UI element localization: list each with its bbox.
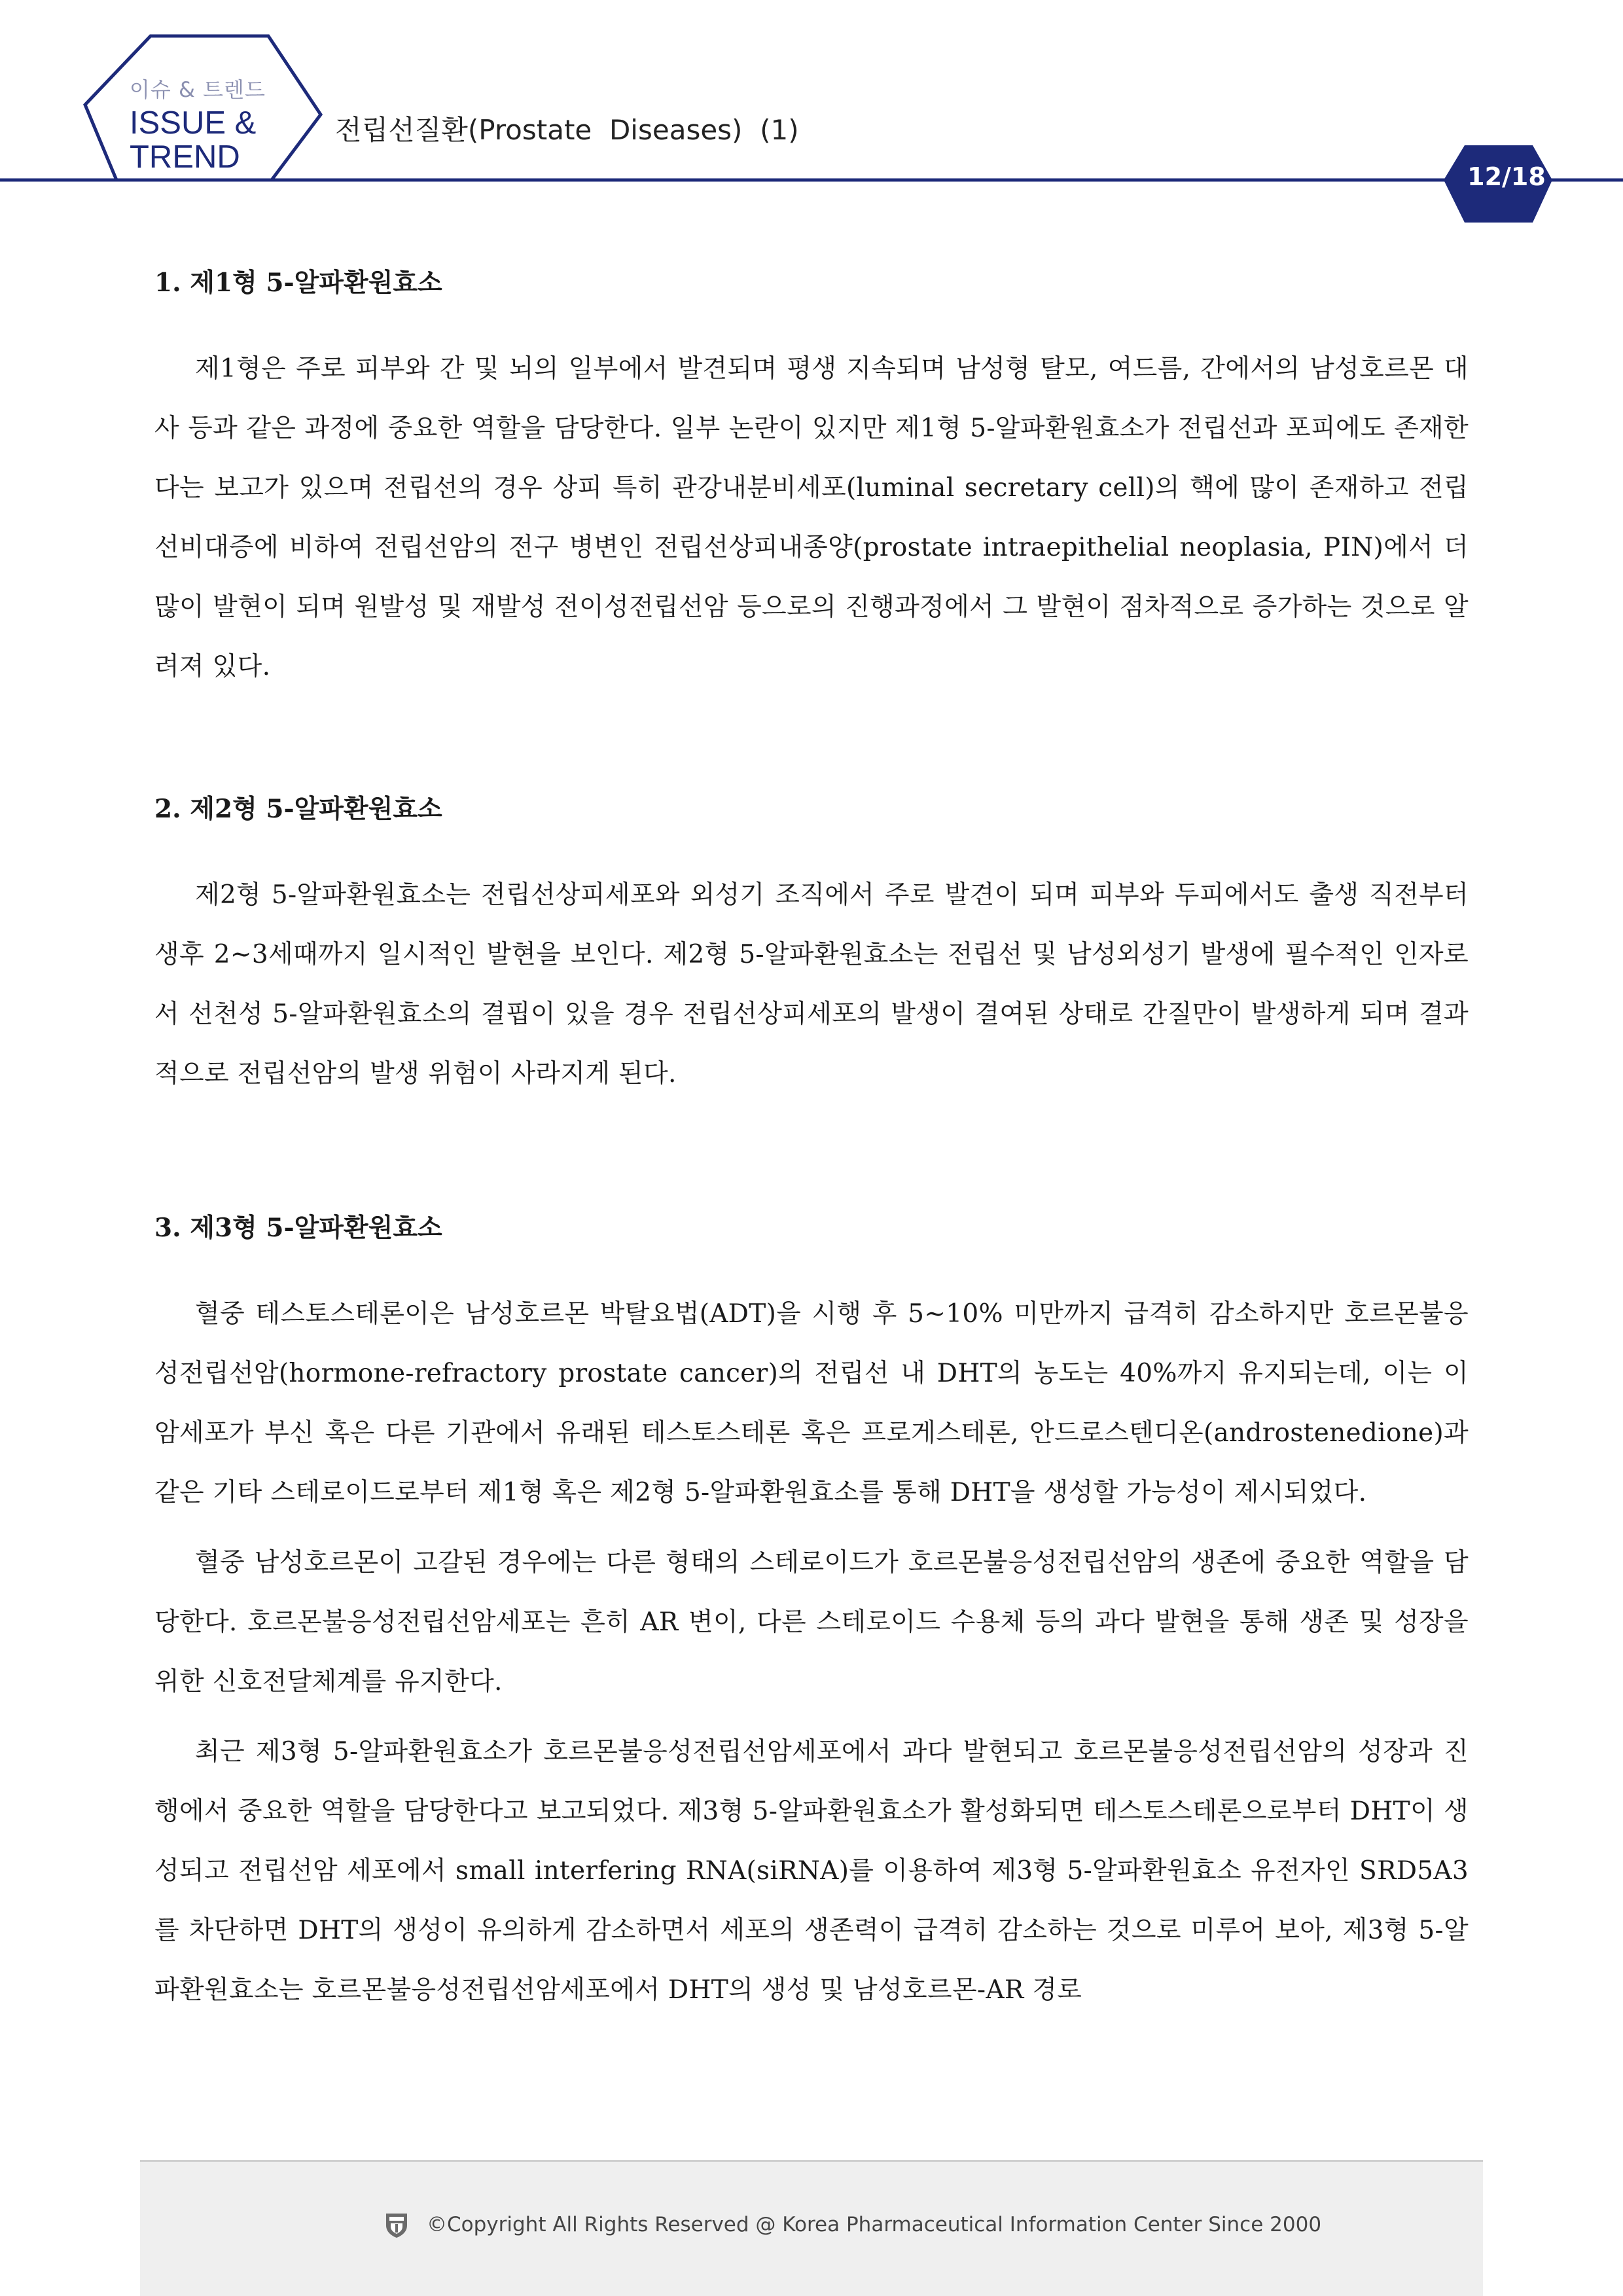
section-paragraph: 최근 제3형 5-알파환원효소가 호르몬불응성전립선암세포에서 과다 발현되고 호르몬불응성전립선암의 성장과 진행에서 중요한 역할을 담당한다고 보고되었다. 제3형 5-알파환원효소가 활성화되면 테스토스테론으로부터 DHT이 생성되고 전립선암 세포에서 small interfering RNA(siRNA)를 이용하여 제3형 5-알파환원효소 유전자인 SRD5A3를 차단하면 DHT의 생성이 유의하게 감소하면서 세포의 생존력이 급격히 감소하는 것으로 미루어 보아, 제3형 5-알파환원효소는 호르몬불응성전립선암세포에서 DHT의 생성 및 남성호르몬-AR 경로 xyxy=(154,1737,1469,2005)
section-paragraph: 혈중 남성호르몬이 고갈된 경우에는 다른 형태의 스테로이드가 호르몬불응성전립선암의 생존에 중요한 역할을 담당한다. 호르몬불응성전립선암세포는 흔히 AR 변이, 다른 스테로이드 수용체 등의 과다 발현을 통해 생존 및 성장을 위한 신호전달체계를 유지한다. xyxy=(154,1548,1469,1696)
page-number: 12/18 xyxy=(1467,162,1546,191)
page-header xyxy=(0,0,1623,236)
section-paragraph: 혈중 테스토스테론이은 남성호르몬 박탈요법(ADT)을 시행 후 5∼10% 미만까지 급격히 감소하지만 호르몬불응성전립선암(hormone-refractory prostate cancer)의 전립선 내 DHT의 농도는 40%까지 유지되는데, 이는 이 암세포가 부신 혹은 다른 기관에서 유래된 테스토스테론 혹은 프로게스테론, 안드로스텐디온(androstenedione)과 같은 기타 스테로이드로부터 제1형 혹은 제2형 5-알파환원효소를 통해 DHT을 생성할 가능성이 제시되었다. xyxy=(154,1299,1469,1507)
section-title: 3. 제3형 5-알파환원효소 xyxy=(154,1213,442,1243)
section-2 xyxy=(154,787,1469,1103)
section-title: 1. 제1형 5-알파환원효소 xyxy=(154,268,442,298)
section-title: 2. 제2형 5-알파환원효소 xyxy=(154,794,442,824)
section-1 xyxy=(154,260,1469,696)
badge-title xyxy=(130,106,280,174)
badge-title-line1: ISSUE & xyxy=(130,105,257,141)
document-body xyxy=(154,260,1469,2020)
section-paragraph: 제2형 5-알파환원효소는 전립선상피세포와 외성기 조직에서 주로 발견이 되며 피부와 두피에서도 출생 직전부터 생후 2~3세때까지 일시적인 발현을 보인다. 제2형 5-알파환원효소는 전립선 및 남성외성기 발생에 필수적인 인자로서 선천성 5-알파환원효소의 결핍이 있을 경우 전립선상피세포의 발생이 결여된 상태로 간질만이 발생하게 되며 결과적으로 전립선암의 발생 위험이 사라지게 된다. xyxy=(154,880,1469,1088)
document-title: 전립선질환(Prostate Diseases) (1) xyxy=(335,114,799,146)
badge-title-line2: TREND xyxy=(130,139,240,175)
badge-subtitle: 이슈 & 트렌드 xyxy=(130,77,266,102)
footer-copyright: ©Copyright All Rights Reserved @ Korea Pharmaceutical Information Center Since 2000 xyxy=(427,2213,1322,2236)
crest-icon xyxy=(383,2211,410,2238)
section-3 xyxy=(154,1206,1469,2020)
section-paragraph: 제1형은 주로 피부와 간 및 뇌의 일부에서 발견되며 평생 지속되며 남성형 탈모, 여드름, 간에서의 남성호르몬 대사 등과 같은 과정에 중요한 역할을 담당한다. 일부 논란이 있지만 제1형 5-알파환원효소가 전립선과 포피에도 존재한다는 보고가 있으며 전립선의 경우 상피 특히 관강내분비세포(luminal secretary cell)의 핵에 많이 존재하고 전립선비대증에 비하여 전립선암의 전구 병변인 전립선상피내종양(prostate intraepithelial neoplasia, PIN)에서 더 많이 발현이 되며 원발성 및 재발성 전이성전립선암 등으로의 진행과정에서 그 발현이 점차적으로 증가하는 것으로 알려져 있다. xyxy=(154,354,1469,681)
